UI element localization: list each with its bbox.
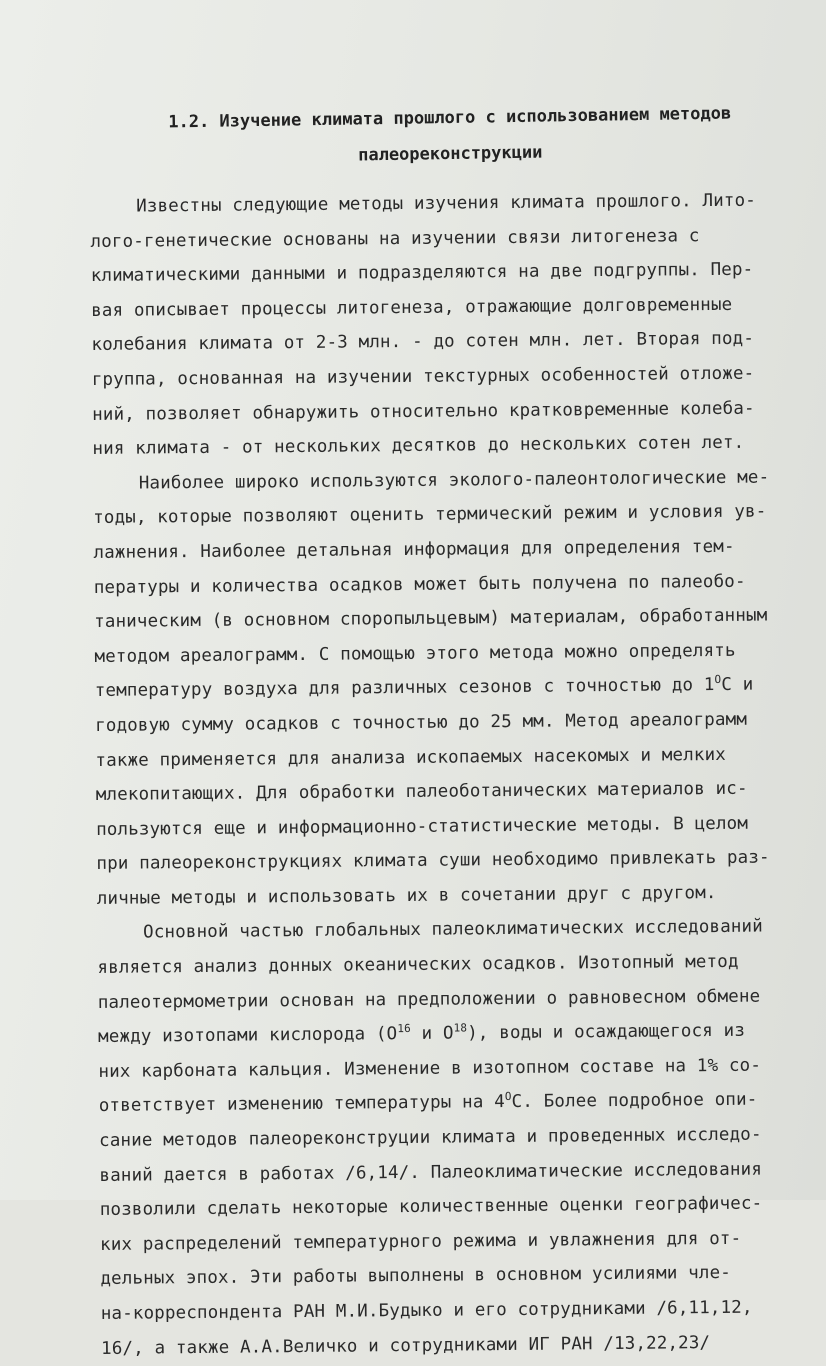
text-span: вая описывает процессы литогенеза, отражающие долговременные <box>91 294 733 321</box>
text-span: C и <box>721 674 754 696</box>
text-span: них карбоната кальция. Изменение в изотопном составе на 1% со- <box>98 1055 762 1082</box>
text-span: также применяется для анализа ископаемых насекомых и мелких <box>95 744 727 771</box>
text-span: ваний дается в работах /6,14/. Палеоклиматические исследования <box>99 1159 763 1186</box>
superscript: O <box>714 673 722 687</box>
text-span: дельных эпох. Эти работы выполнены в основном усилиями чле- <box>100 1263 731 1290</box>
text-span: лажнения. Наиболее детальная информация для определения тем- <box>93 536 735 563</box>
superscript: 16 <box>397 1022 411 1036</box>
text-span: между изотопами кислорода (O <box>98 1024 398 1048</box>
text-span: млекопитающих. Для обработки палеоботанических материалов ис- <box>95 778 748 806</box>
text-span: Основной частью глобальных палеоклиматических исследований <box>143 917 763 943</box>
text-span: лого-генетические основаны на изучении связи литогенеза с <box>90 225 700 252</box>
text-span: группа, основанная на изучении текстурных особенностей отложе- <box>91 363 755 390</box>
text-span: личные методы и использовать их в сочетании друг с другом. <box>96 882 717 909</box>
text-span: ), воды и осаждающегося из <box>467 1021 746 1044</box>
text-span: таническим (в основном спорoпыльцевым) материалам, обработанным <box>94 605 768 633</box>
superscript: O <box>504 1090 512 1104</box>
text-span: климатическими данными и подразделяются на две подгруппы. Пер- <box>90 259 754 287</box>
text-span: при палеореконструкциях климата суши необходимо привлекать раз- <box>96 847 770 875</box>
text-span: ний, позволяет обнаружить относительно кратковременные колеба- <box>92 398 755 425</box>
text-span: колебания климата от 2-3 млн. - до сотен млн. лет. Вторая под- <box>91 329 755 356</box>
text-span: позволили сделать некоторые количественные оценки географичес- <box>99 1193 763 1221</box>
section-heading <box>119 95 780 177</box>
text-span: температуру воздуха для различных сезонов с точностью до 1 <box>94 675 715 702</box>
text-line <box>101 1290 826 1332</box>
text-span: пературы и количества осадков может быть получена по палеобо- <box>93 571 746 598</box>
text-span: и O <box>410 1023 454 1045</box>
text-span: Наиболее широко используются эколого-палеонтологические ме- <box>138 467 770 494</box>
text-line <box>101 1324 826 1366</box>
text-span: сание методов палеореконструции климата и проведенных исследо- <box>99 1124 762 1151</box>
body-text <box>90 183 826 1366</box>
text-span: 16/, а также А.А.Величко и сотрудниками ИГ РАН /13,22,23/ <box>101 1332 711 1359</box>
text-span: на-корреспондента РАН М.И.Будыко и его сотрудниками /6,11,12, <box>100 1297 753 1324</box>
text-span: ния климата - от нескольких десятков до нескольких сотен лет. <box>92 432 745 460</box>
text-span: является анализ донных океанических осадков. Изотопный метод <box>97 951 739 979</box>
text-span: C. Более подробное опи- <box>511 1090 758 1113</box>
text-span: палеотермометрии основан на предположении о равновесном обмене <box>97 986 761 1013</box>
heading-line-2: палеореконструкции <box>358 142 543 166</box>
text-span: ких распределений температурного режима и увлажнения для от- <box>100 1228 742 1255</box>
text-span: Известны следующие методы изучения климата прошлого. Лито- <box>136 190 757 217</box>
text-line <box>90 183 826 225</box>
text-span: годовую сумму осадков с точностью до 25 мм. Метод ареалограмм <box>95 709 748 736</box>
superscript: 18 <box>453 1021 468 1035</box>
text-span: тоды, которые позволяют оценить термический режим и условия ув- <box>93 501 767 529</box>
text-span: методом ареалограмм. С помощью этого метода можно определять <box>94 640 736 667</box>
text-line <box>96 840 826 882</box>
heading-line-1: 1.2. Изучение климата прошлого с использованием методов <box>168 103 732 133</box>
text-span: пользуются еще и информационно-статистические методы. В целом <box>96 813 749 840</box>
text-span: ответствует изменению температуры на 4 <box>98 1092 505 1117</box>
